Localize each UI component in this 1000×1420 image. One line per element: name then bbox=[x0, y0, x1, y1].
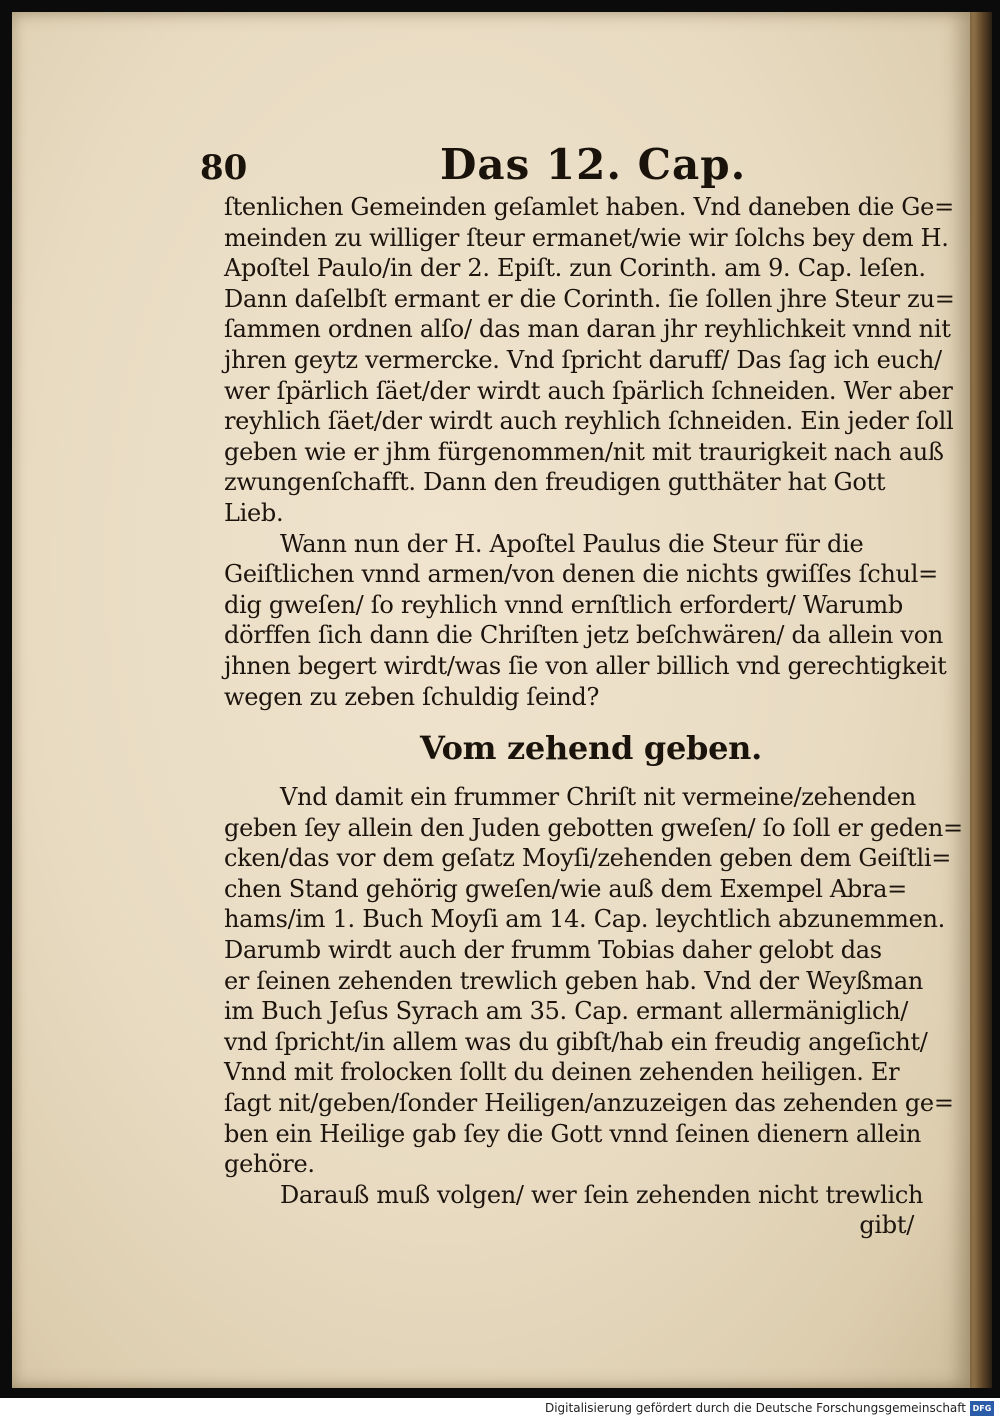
text-line: zwungenſchafft. Dann den freudigen gutthäter hat Gott bbox=[224, 468, 886, 497]
text-line: wer ſpärlich ſäet/der wirdt auch ſpärlich ſchneiden. Wer aber bbox=[224, 376, 953, 405]
text-line: Geiſtlichen vnnd armen/von denen die nichts gwiſſes ſchul= bbox=[224, 560, 938, 589]
text-line: Vnd damit ein frummer Chriſt nit vermeine/zehenden bbox=[280, 783, 916, 812]
footer-bar bbox=[0, 1398, 1000, 1420]
text-line: Dann daſelbſt ermant er die Corinth. ſie ſollen jhre Steur zu= bbox=[224, 284, 955, 313]
paragraph-1 bbox=[224, 192, 955, 529]
paragraph-4 bbox=[224, 1180, 924, 1241]
paragraph-2 bbox=[224, 529, 947, 713]
paragraph-3 bbox=[224, 782, 963, 1180]
text-line: hams/im 1. Buch Moyſi am 14. Cap. leychtlich abzunemmen. bbox=[224, 905, 945, 934]
text-line: gehöre. bbox=[224, 1150, 315, 1179]
text-line: wegen zu zeben ſchuldig ſeind? bbox=[224, 682, 600, 711]
page-header bbox=[200, 140, 900, 196]
funding-credit: Digitalisierung gefördert durch die Deutsche Forschungsgemeinschaft bbox=[544, 1401, 966, 1415]
text-line: geben wie er jhm fürgenommen/nit mit traurigkeit nach auß bbox=[224, 437, 944, 466]
text-line: dig gweſen/ ſo reyhlich vnnd ernſtlich erfordert/ Warumb bbox=[224, 590, 903, 619]
text-line: Wann nun der H. Apoſtel Paulus die Steur für die bbox=[280, 529, 864, 558]
text-line: Vnnd mit frolocken ſollt du deinen zehenden heiligen. Er bbox=[224, 1058, 900, 1087]
page-body bbox=[224, 192, 963, 1241]
text-line: jhren geytz vermercke. Vnd ſpricht daruff/ Das ſag ich euch/ bbox=[224, 345, 942, 374]
text-line: meinden zu williger ſteur ermanet/wie wir ſolchs bey dem H. bbox=[224, 223, 949, 252]
dfg-logo-icon: DFG bbox=[970, 1401, 994, 1416]
text-line: ſammen ordnen alſo/ das man daran jhr reyhlichkeit vnnd nit bbox=[224, 315, 951, 344]
text-line: reyhlich ſäet/der wirdt auch reyhlich ſchneiden. Ein jeder ſoll bbox=[224, 407, 954, 436]
text-line: geben ſey allein den Juden gebotten gweſen/ ſo ſoll er geden= bbox=[224, 813, 963, 842]
text-line: Darauß muß volgen/ wer ſein zehenden nicht trewlich bbox=[280, 1180, 924, 1209]
running-title: Das 12. Cap. bbox=[440, 140, 747, 189]
text-line: Lieb. bbox=[224, 498, 284, 527]
text-line: chen Stand gehörig gweſen/wie auß dem Exempel Abra= bbox=[224, 874, 907, 903]
text-line: Apoſtel Paulo/in der 2. Epiſt. zun Corinth. am 9. Cap. leſen. bbox=[224, 254, 926, 283]
text-line: er ſeinen zehenden trewlich geben hab. Vnd der Weyßman bbox=[224, 966, 924, 995]
text-line: ben ein Heilige gab ſey die Gott vnnd ſeinen dienern allein bbox=[224, 1119, 922, 1148]
text-line: im Buch Jeſus Syrach am 35. Cap. ermant allermäniglich/ bbox=[224, 997, 909, 1026]
text-line: ſtenlichen Gemeinden geſamlet haben. Vnd daneben die Ge= bbox=[224, 193, 954, 221]
text-line: Darumb wirdt auch der frumm Tobias daher gelobt das bbox=[224, 936, 882, 965]
text-line: dörffen ſich dann die Chriſten jetz beſchwären/ da allein von bbox=[224, 621, 943, 650]
section-heading: Vom zehend geben. bbox=[420, 729, 762, 768]
catchword: gibt/ bbox=[859, 1211, 914, 1240]
text-line: cken/das vor dem geſatz Moyſi/zehenden geben dem Geiſtli= bbox=[224, 844, 952, 873]
text-line: vnd ſpricht/in allem was du gibſt/hab ein freudig angeſicht/ bbox=[224, 1027, 928, 1056]
text-line: jhnen begert wirdt/was ſie von aller billich vnd gerechtigkeit bbox=[224, 651, 947, 680]
text-line: ſagt nit/geben/ſonder Heiligen/anzuzeigen das zehenden ge= bbox=[224, 1089, 954, 1118]
page-number: 80 bbox=[200, 148, 248, 188]
